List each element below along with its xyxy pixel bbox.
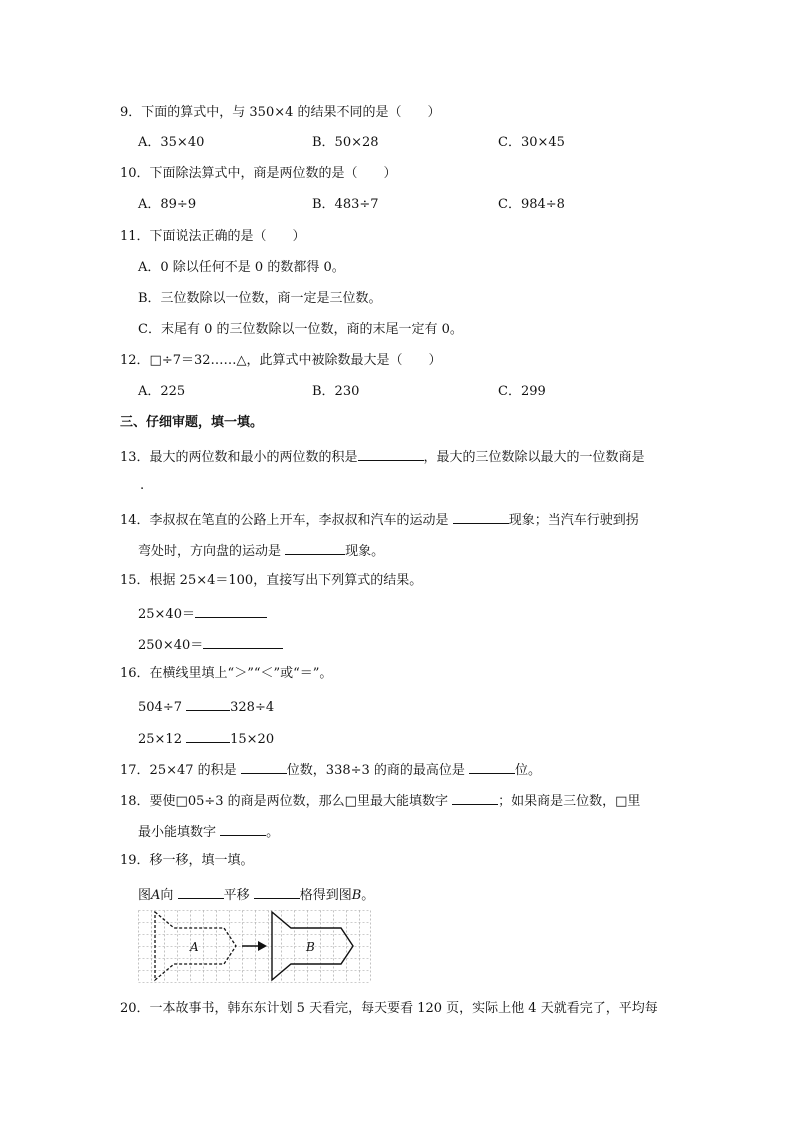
q12-option-b: B．230 bbox=[312, 384, 360, 399]
q14-part1: 14．李叔叔在笔直的公路上开车，李叔叔和汽车的运动是 bbox=[120, 513, 449, 528]
q18-part4: 。 bbox=[266, 825, 280, 840]
q18-part3: 最小能填数字 bbox=[138, 825, 217, 840]
q16-row2-right: 15×20 bbox=[230, 732, 275, 747]
q14-part2: 现象；当汽车行驶到拐 bbox=[508, 513, 639, 528]
q19-stem: 19．移一移，填一填。 bbox=[120, 853, 254, 868]
q17-line bbox=[120, 759, 541, 780]
q17-part1: 17．25×47 的积是 bbox=[120, 763, 237, 778]
q18-blank-1[interactable] bbox=[452, 790, 498, 805]
q13-line bbox=[120, 446, 645, 467]
q19-part2: 向 bbox=[160, 888, 174, 903]
q18-part1: 18．要使□05÷3 的商是两位数，那么□里最大能填数字 bbox=[120, 794, 448, 809]
q18-line-2 bbox=[138, 821, 279, 842]
q19-part1: 图 bbox=[138, 888, 152, 903]
q18-blank-2[interactable] bbox=[220, 821, 266, 836]
q17-part2: 位数，338÷3 的商的最高位是 bbox=[286, 763, 465, 778]
q14-line-1 bbox=[120, 509, 639, 530]
q9-stem: 9．下面的算式中，与 350×4 的结果不同的是（ ） bbox=[120, 105, 441, 120]
q9-option-b: B．50×28 bbox=[312, 135, 379, 150]
q16-blank-2[interactable] bbox=[186, 728, 230, 743]
q14-part3: 弯处时，方向盘的运动是 bbox=[138, 544, 282, 559]
q20-stem: 20．一本故事书，韩东东计划 5 天看完，每天要看 120 页，实际上他 4 天就看完了，平均每 bbox=[120, 1001, 658, 1016]
q10-option-a: A．89÷9 bbox=[138, 197, 197, 212]
q16-row-1 bbox=[138, 696, 274, 717]
q15-item-2 bbox=[138, 634, 283, 655]
translation-grid-figure bbox=[138, 910, 372, 984]
q14-line-2 bbox=[138, 540, 384, 561]
q9-option-c: C．30×45 bbox=[498, 135, 565, 150]
shape-a-label: A bbox=[190, 940, 199, 954]
q14-part4: 现象。 bbox=[345, 544, 385, 559]
q18-part2: ；如果商是三位数，□里 bbox=[498, 794, 641, 809]
q15-item-1 bbox=[138, 603, 267, 624]
q11-option-b: B．三位数除以一位数，商一定是三位数。 bbox=[138, 291, 382, 306]
shape-b-label: B bbox=[306, 940, 315, 954]
arrow-right-icon bbox=[242, 941, 267, 951]
q16-row1-left: 504÷7 bbox=[138, 700, 182, 715]
q9-option-a: A．35×40 bbox=[138, 135, 205, 150]
q19-part5: 。 bbox=[361, 888, 375, 903]
q10-option-c: C．984÷8 bbox=[498, 197, 565, 212]
q10-stem: 10．下面除法算式中，商是两位数的是（ ） bbox=[120, 166, 397, 181]
q17-blank-2[interactable] bbox=[469, 759, 515, 774]
q12-option-a: A．225 bbox=[138, 384, 186, 399]
q19-part3: 平移 bbox=[223, 888, 250, 903]
q13-blank-1[interactable] bbox=[358, 446, 424, 461]
q16-blank-1[interactable] bbox=[186, 696, 230, 711]
q17-blank-1[interactable] bbox=[241, 759, 287, 774]
q10-option-b: B．483÷7 bbox=[312, 197, 379, 212]
q16-stem: 16．在横线里填上“＞”“＜”或“＝”。 bbox=[120, 666, 333, 681]
q19-blank-2[interactable] bbox=[254, 884, 300, 899]
q14-blank-1[interactable] bbox=[453, 509, 509, 524]
q16-row2-left: 25×12 bbox=[138, 732, 182, 747]
q15-blank-1[interactable] bbox=[195, 603, 267, 618]
q15-expr-1: 25×40＝ bbox=[138, 607, 195, 622]
q11-option-c: C．末尾有 0 的三位数除以一位数，商的末尾一定有 0。 bbox=[138, 322, 463, 337]
q16-row1-right: 328÷4 bbox=[230, 700, 275, 715]
q15-stem: 15．根据 25×4＝100，直接写出下列算式的结果。 bbox=[120, 573, 423, 588]
q12-option-c: C．299 bbox=[498, 384, 546, 399]
section-title: 三、仔细审题，填一填。 bbox=[120, 415, 264, 430]
q16-row-2 bbox=[138, 728, 274, 749]
q19-label-a-text: A bbox=[151, 888, 161, 903]
q19-blank-1[interactable] bbox=[178, 884, 224, 899]
q13-tail: . bbox=[140, 478, 145, 493]
q18-line-1 bbox=[120, 790, 640, 811]
q11-stem: 11．下面说法正确的是（ ） bbox=[120, 229, 306, 244]
q15-blank-2[interactable] bbox=[203, 634, 283, 649]
q12-stem: 12．□÷7＝32……△，此算式中被除数最大是（ ） bbox=[120, 353, 442, 368]
q11-option-a: A．0 除以任何不是 0 的数都得 0。 bbox=[138, 260, 345, 275]
q19-part4: 格得到图 bbox=[299, 888, 352, 903]
q13-part2: ，最大的三位数除以最大的一位数商是 bbox=[423, 450, 645, 465]
q19-line bbox=[138, 884, 374, 905]
q13-part1: 13．最大的两位数和最小的两位数的积是 bbox=[120, 450, 358, 465]
q14-blank-2[interactable] bbox=[285, 540, 345, 555]
q15-expr-2: 250×40＝ bbox=[138, 638, 204, 653]
q19-label-b-text: B bbox=[351, 888, 362, 903]
q17-part3: 位。 bbox=[515, 763, 542, 778]
